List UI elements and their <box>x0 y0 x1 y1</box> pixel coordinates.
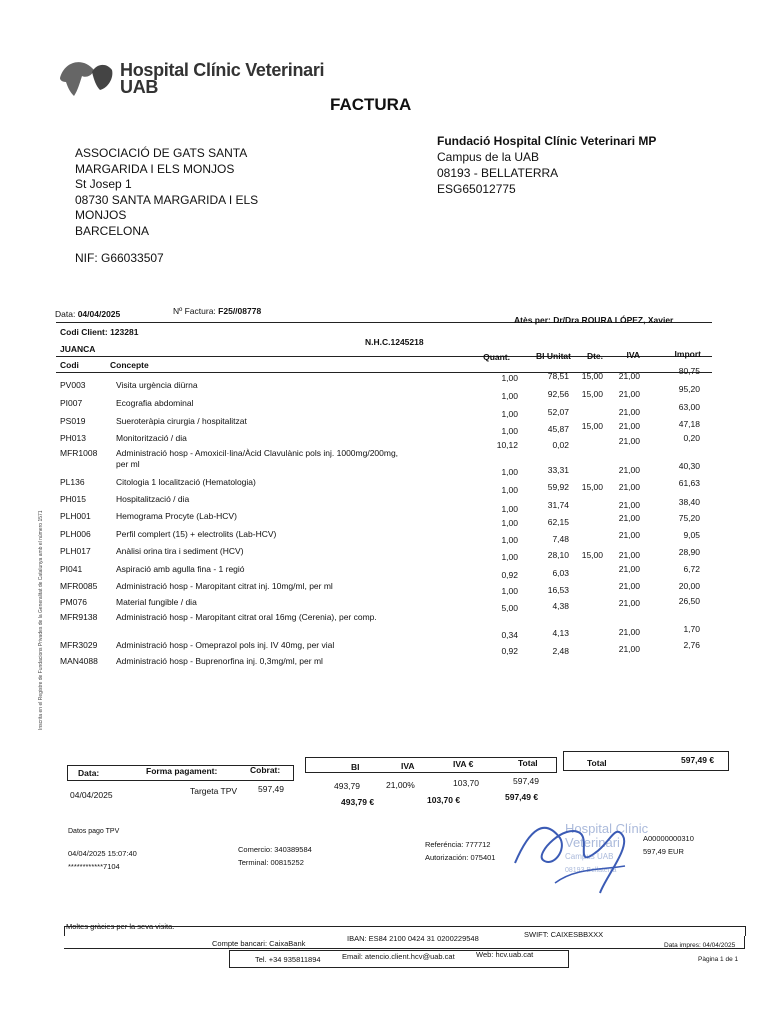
issuer-line: ESG65012775 <box>437 182 516 196</box>
row-iva: 21,00 <box>618 482 640 492</box>
date-label: Data: <box>55 309 76 319</box>
row-qty: 0,34 <box>501 630 518 640</box>
row-qty: 1,00 <box>501 586 518 596</box>
row-bi: 33,31 <box>547 465 569 475</box>
summary-total: 597,49 <box>513 776 539 786</box>
row-import: 95,20 <box>678 384 700 394</box>
row-dte: 15,00 <box>581 550 603 560</box>
row-bi: 7,48 <box>552 534 569 544</box>
row-qty: 1,00 <box>501 552 518 562</box>
issuer-line: 08193 - BELLATERRA <box>437 166 559 180</box>
row-code: MFR3029 <box>60 640 98 650</box>
row-import: 9,05 <box>683 530 700 540</box>
row-import: 6,72 <box>683 564 700 574</box>
row-iva: 21,00 <box>618 598 640 608</box>
row-code: PI007 <box>60 398 83 408</box>
row-import: 47,18 <box>678 419 700 429</box>
client-code-label: Codi Client: <box>60 327 108 337</box>
invoice-number <box>173 306 261 316</box>
client-nif: NIF: G66033507 <box>75 251 164 265</box>
total-box-label: Total <box>587 758 607 768</box>
tpv-title: Datos pago TPV <box>68 828 120 835</box>
stamp-line: Campus UAB <box>565 852 614 861</box>
tpv-commerce: Comercio: 340389584 <box>238 845 312 854</box>
client-line: MONJOS <box>75 208 127 222</box>
row-dte: 15,00 <box>581 389 603 399</box>
payment-paid: 597,49 <box>258 784 284 794</box>
row-bi: 2,48 <box>552 646 569 656</box>
issuer-address <box>437 133 737 197</box>
row-iva: 21,00 <box>618 407 640 417</box>
registry-note: Inscrita en el Registre de Fundacions Privades de la Generalitat de Catalunya amb el número 1571 <box>38 510 44 730</box>
client-line: St Josep 1 <box>75 177 132 191</box>
row-code: PI041 <box>60 564 83 574</box>
row-qty: 1,00 <box>501 535 518 545</box>
logo-line1: Hospital Clínic Veterinari <box>120 60 325 80</box>
row-import: 20,00 <box>678 581 700 591</box>
summary-bi-label: BI <box>351 762 360 772</box>
row-desc: Visita urgència diürna <box>116 380 198 390</box>
tpv-amount: 597,49 EUR <box>643 847 684 856</box>
client-code <box>60 327 138 337</box>
row-qty: 0,92 <box>501 570 518 580</box>
row-iva: 21,00 <box>618 436 640 446</box>
row-qty: 5,00 <box>501 603 518 613</box>
client-line: ASSOCIACIÓ DE GATS SANTA <box>75 146 248 160</box>
row-bi: 31,74 <box>547 500 569 510</box>
payment-method-label: Forma pagament: <box>146 766 218 776</box>
row-iva: 21,00 <box>618 564 640 574</box>
row-qty: 1,00 <box>501 426 518 436</box>
summary-grand-total: 597,49 € <box>505 792 539 802</box>
summary-total-label: Total <box>518 758 538 768</box>
row-desc: Anàlisi orina tira i sediment (HCV) <box>116 546 244 556</box>
row-bi: 6,03 <box>552 568 569 578</box>
row-import: 75,20 <box>678 513 700 523</box>
header-dte: Dte. <box>586 351 603 361</box>
row-code: PM076 <box>60 597 87 607</box>
row-desc: Citologia 1 localització (Hematologia) <box>116 477 256 487</box>
row-code: PV003 <box>60 380 86 390</box>
bank-iban: IBAN: ES84 2100 0424 31 0200229548 <box>347 934 479 943</box>
row-bi: 59,92 <box>547 482 569 492</box>
row-import: 80,75 <box>678 366 700 376</box>
row-bi: 62,15 <box>547 517 569 527</box>
row-code: PL136 <box>60 477 85 487</box>
header-bi: BI Unitat <box>536 351 571 361</box>
row-qty: 1,00 <box>501 467 518 477</box>
row-desc: Hemograma Procyte (Lab-HCV) <box>116 511 237 521</box>
row-desc: Perfil complert (15) + electrolits (Lab-HCV) <box>116 529 277 539</box>
client-line: BARCELONA <box>75 223 150 238</box>
summary-iva-eur-label: IVA € <box>453 759 474 769</box>
row-desc: Administració hosp - Maropitant citrat inj. 10mg/ml, per ml <box>116 581 333 591</box>
page-number: Pàgina 1 de 1 <box>698 956 739 963</box>
row-qty: 1,00 <box>501 373 518 383</box>
nhc-number: N.H.C.1245218 <box>365 337 424 347</box>
bank-swift: SWIFT: CAIXESBBXXX <box>524 930 604 939</box>
header-concept: Concepte <box>110 360 149 370</box>
row-bi: 4,38 <box>552 601 569 611</box>
summary-iva-eur: 103,70 <box>453 778 479 788</box>
row-code: MAN4088 <box>60 656 98 666</box>
summary-iva-pct: 21,00% <box>386 780 415 790</box>
row-import: 2,76 <box>683 640 700 650</box>
contact-web: Web: hcv.uab.cat <box>476 950 534 959</box>
summary-bi: 493,79 <box>334 781 360 791</box>
row-desc: Ecografia abdominal <box>116 398 194 408</box>
row-iva: 21,00 <box>618 513 640 523</box>
summary-iva-label: IVA <box>401 761 415 771</box>
row-desc: Administració hosp - Omeprazol pols inj. IV 40mg, per vial <box>116 640 335 650</box>
row-desc: Aspiració amb agulla fina - 1 regió <box>116 564 245 574</box>
row-import: 38,40 <box>678 497 700 507</box>
row-desc: Monitorització / dia <box>116 433 187 443</box>
row-code: PLH017 <box>60 546 91 556</box>
issuer-line: Campus de la UAB <box>437 150 540 164</box>
row-bi: 45,87 <box>547 424 569 434</box>
contact-email: Email: atencio.client.hcv@uab.cat <box>342 952 455 961</box>
attended-value: Dr/Dra ROURA LÓPEZ, Xavier <box>553 315 674 325</box>
invoice-number-value: F25//08778 <box>218 306 262 316</box>
tpv-card: ************7104 <box>68 862 120 871</box>
row-qty: 1,00 <box>501 391 518 401</box>
row-desc: Administració hosp - Amoxicil·lina/Àcid Clavulànic pols inj. 1000mg/200mg, per ml <box>116 448 399 469</box>
tpv-authorization: Autorización: 075401 <box>425 853 496 862</box>
payment-paid-label: Cobrat: <box>250 765 281 775</box>
client-code-value: 123281 <box>110 327 139 337</box>
client-line: 08730 SANTA MARGARIDA I ELS <box>75 192 259 207</box>
row-code: PH013 <box>60 433 86 443</box>
row-dte: 15,00 <box>581 421 603 431</box>
row-qty: 1,00 <box>501 409 518 419</box>
row-qty: 10,12 <box>496 440 518 450</box>
attended-label: Atès per: <box>514 315 551 325</box>
row-iva: 21,00 <box>618 530 640 540</box>
row-import: 61,63 <box>678 478 700 488</box>
row-desc: Administració hosp - Maropitant citrat oral 16mg (Cerenia), per comp. <box>116 612 377 622</box>
dog-cat-logo-icon <box>52 48 122 102</box>
attended-by <box>514 315 673 325</box>
date-value: 04/04/2025 <box>77 309 121 319</box>
row-import: 1,70 <box>683 624 700 634</box>
row-import: 0,20 <box>683 433 700 443</box>
row-bi: 92,56 <box>547 389 569 399</box>
patient-name: JUANCA <box>60 344 96 354</box>
row-iva: 21,00 <box>618 465 640 475</box>
stamp-line: Hospital Clínic <box>565 821 649 836</box>
row-bi: 16,53 <box>547 585 569 595</box>
header-iva: IVA <box>626 350 640 360</box>
row-code: MFR1008 <box>60 448 98 458</box>
payment-method: Targeta TPV <box>190 786 238 796</box>
row-iva: 21,00 <box>618 644 640 654</box>
row-qty: 1,00 <box>501 518 518 528</box>
row-bi: 52,07 <box>547 407 569 417</box>
tpv-reference: Referéncia: 777712 <box>425 840 491 849</box>
row-bi: 0,02 <box>552 440 569 450</box>
row-desc: Hospitalització / dia <box>116 494 190 504</box>
row-iva: 21,00 <box>618 421 640 431</box>
row-bi: 28,10 <box>547 550 569 560</box>
tpv-auth-code: A00000000310 <box>643 834 694 843</box>
header-qty: Quant. <box>483 352 510 362</box>
print-date: Data impres: 04/04/2025 <box>664 942 736 949</box>
row-iva: 21,00 <box>618 627 640 637</box>
row-bi: 4,13 <box>552 628 569 638</box>
row-iva: 21,00 <box>618 371 640 381</box>
header-import: Import <box>674 349 701 359</box>
row-code: PH015 <box>60 494 86 504</box>
row-code: MFR0085 <box>60 581 98 591</box>
document-title: FACTURA <box>330 95 412 114</box>
payment-date: 04/04/2025 <box>70 790 113 800</box>
row-code: PS019 <box>60 416 86 426</box>
row-import: 40,30 <box>678 461 700 471</box>
row-import: 63,00 <box>678 402 700 412</box>
issuer-name: Fundació Hospital Clínic Veterinari MP <box>437 134 657 148</box>
row-code: PLH001 <box>60 511 91 521</box>
summary-iva-total: 103,70 € <box>427 795 461 805</box>
stamp-line: Veterinari <box>565 835 620 850</box>
row-import: 28,90 <box>678 547 700 557</box>
row-desc: Sueroteràpia cirurgia / hospitalitzat <box>116 416 247 426</box>
row-bi: 78,51 <box>547 371 569 381</box>
row-code: MFR9138 <box>60 612 98 622</box>
bank-name: Compte bancari: CaixaBank <box>212 939 306 948</box>
logo-text <box>120 62 324 96</box>
total-box-value: 597,49 € <box>681 755 715 765</box>
row-iva: 21,00 <box>618 550 640 560</box>
payment-date-label: Data: <box>78 768 100 778</box>
client-line: MARGARIDA I ELS MONJOS <box>75 161 235 176</box>
row-iva: 21,00 <box>618 500 640 510</box>
tpv-terminal: Terminal: 00815252 <box>238 858 304 867</box>
row-import: 26,50 <box>678 596 700 606</box>
row-iva: 21,00 <box>618 581 640 591</box>
tpv-datetime: 04/04/2025 15:07:40 <box>68 849 137 858</box>
row-qty: 0,92 <box>501 646 518 656</box>
invoice-date <box>55 309 120 319</box>
invoice-number-label: Nº Factura: <box>173 306 216 316</box>
stamp-line: 08193 Bellaterra <box>565 867 617 874</box>
header-code: Codi <box>60 360 79 370</box>
row-iva: 21,00 <box>618 389 640 399</box>
summary-bi-total: 493,79 € <box>341 797 375 807</box>
row-desc: Administració hosp - Buprenorfina inj. 0,3mg/ml, per ml <box>116 656 323 666</box>
row-qty: 1,00 <box>501 504 518 514</box>
thanks-message: Moltes gràcies per la seva visita. <box>66 922 175 931</box>
client-address <box>75 146 335 239</box>
row-dte: 15,00 <box>581 482 603 492</box>
logo-line2: UAB <box>120 77 159 97</box>
row-dte: 15,00 <box>581 371 603 381</box>
signature-image <box>505 808 665 898</box>
contact-phone: Tel. +34 935811894 <box>255 955 321 964</box>
row-code: PLH006 <box>60 529 91 539</box>
row-desc: Material fungible / dia <box>116 597 197 607</box>
row-qty: 1,00 <box>501 485 518 495</box>
